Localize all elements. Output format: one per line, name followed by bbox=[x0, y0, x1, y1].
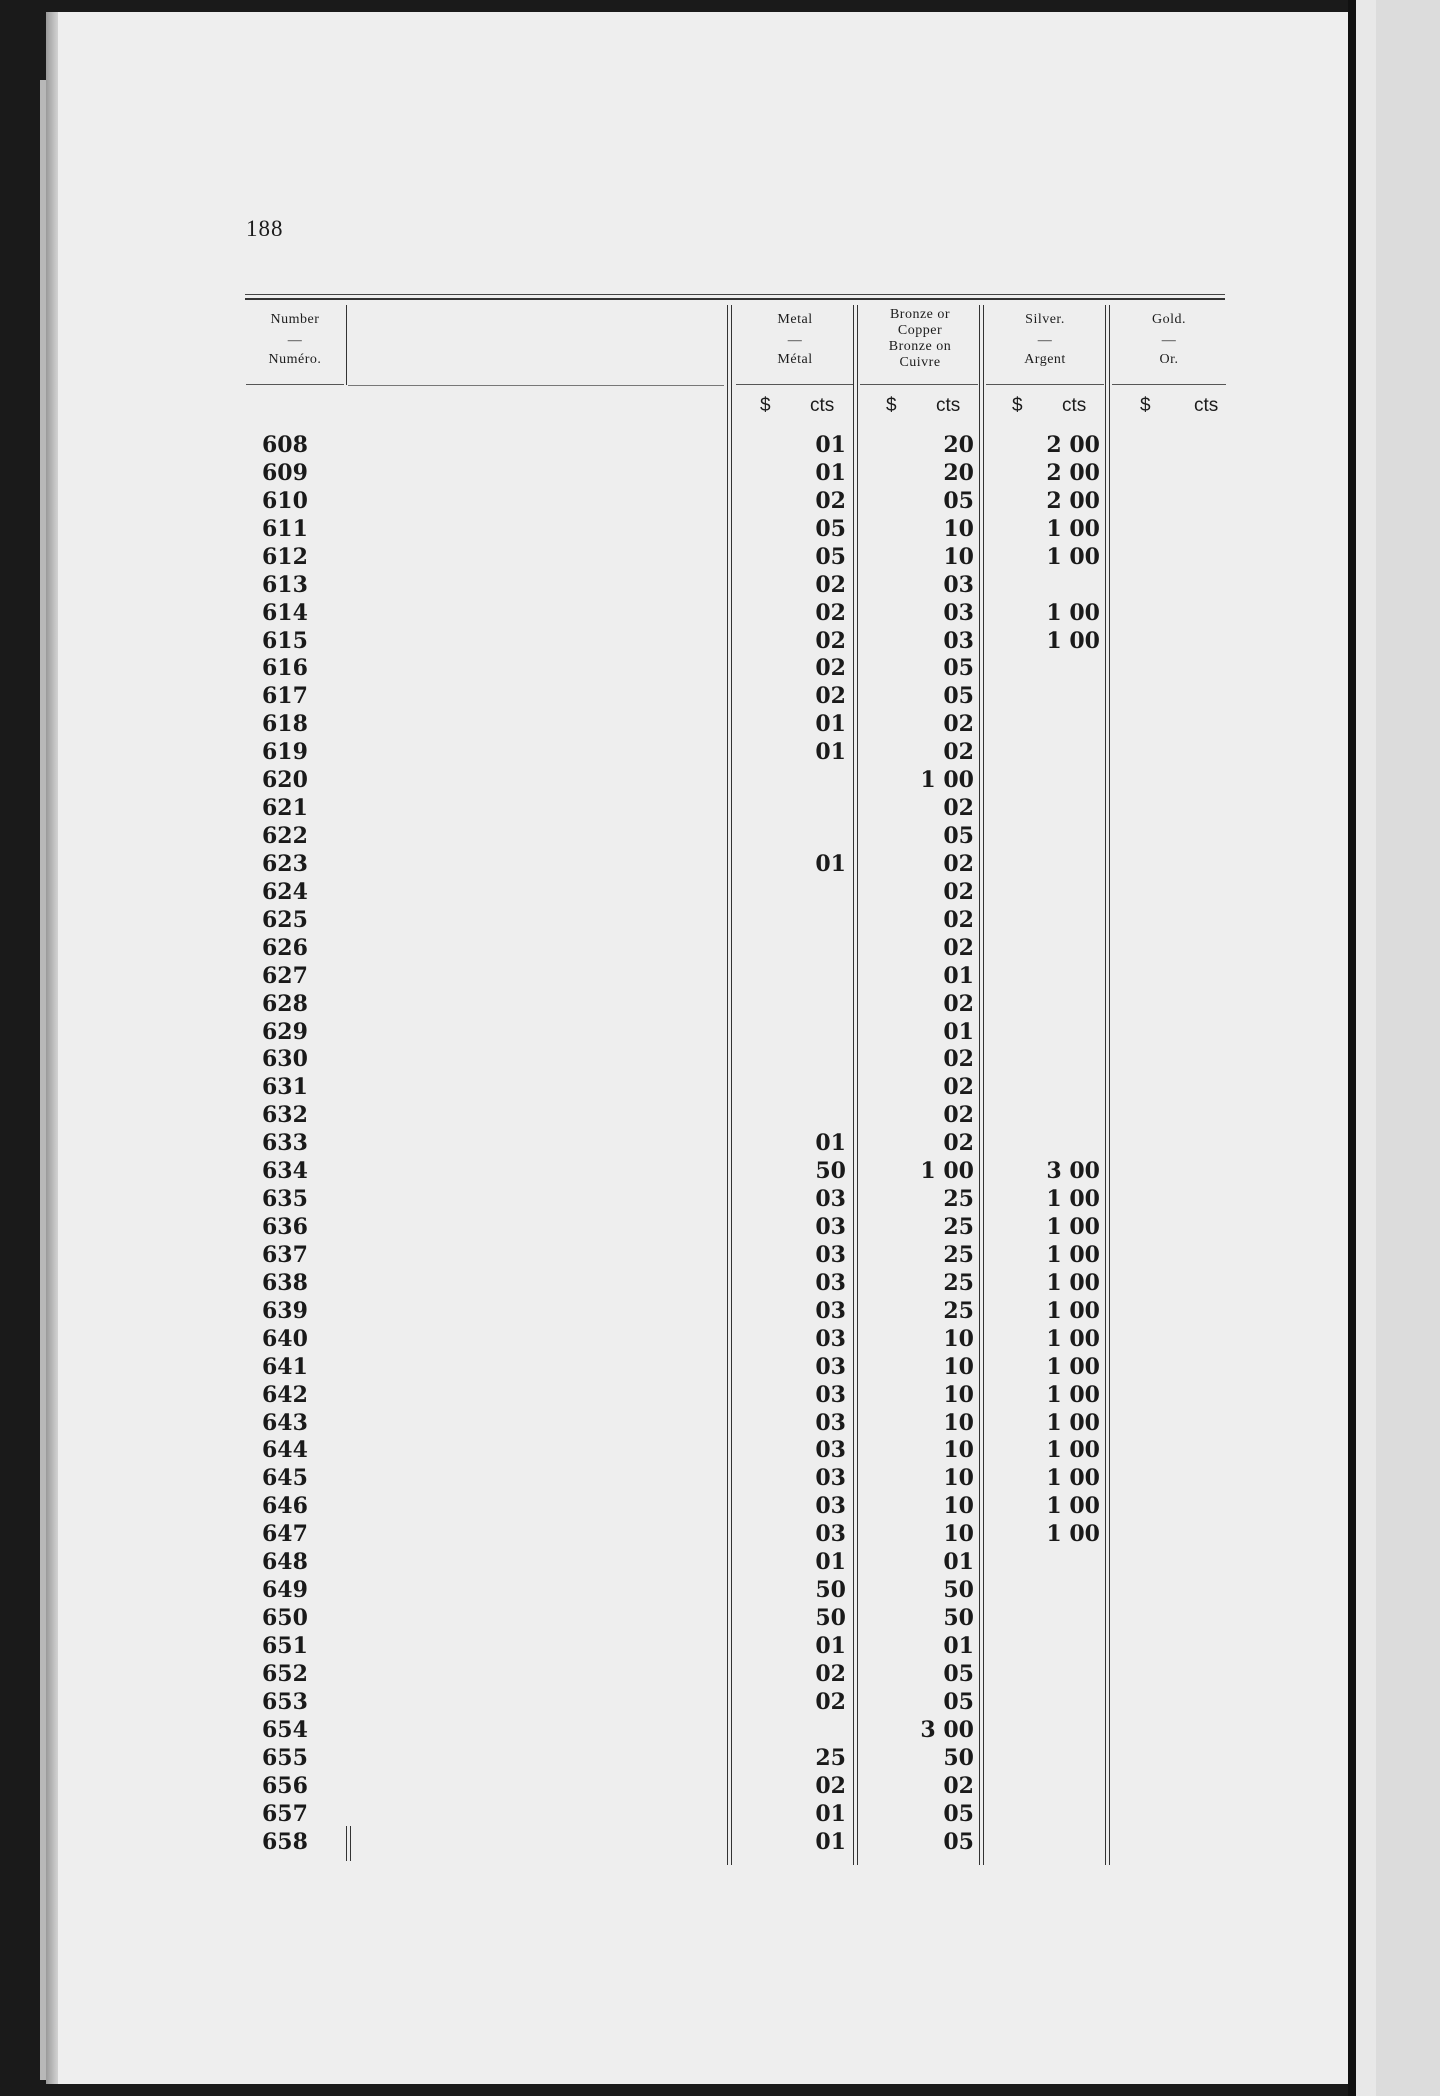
cell-bronze: 20 bbox=[943, 459, 974, 486]
table-row bbox=[0, 1604, 1440, 1632]
cell-bronze: 05 bbox=[943, 1800, 974, 1827]
cell-metal: 02 bbox=[815, 571, 846, 598]
cell-silver: 1 00 bbox=[1046, 1325, 1100, 1352]
header-number-dash: — bbox=[287, 333, 303, 348]
table-row bbox=[0, 822, 1440, 850]
cell-num: 642 bbox=[262, 1381, 308, 1408]
cell-num: 623 bbox=[262, 850, 308, 877]
cell-bronze: 05 bbox=[943, 655, 974, 682]
cell-bronze: 05 bbox=[943, 823, 974, 850]
table-row bbox=[0, 1800, 1440, 1828]
table-row bbox=[0, 1241, 1440, 1269]
cell-num: 613 bbox=[262, 571, 308, 598]
table-row bbox=[0, 1269, 1440, 1297]
cell-bronze: 02 bbox=[943, 990, 974, 1017]
table-row bbox=[0, 1129, 1440, 1157]
cell-silver: 2 00 bbox=[1046, 487, 1100, 514]
cell-metal: 01 bbox=[815, 1632, 846, 1659]
header-bronze-line1: Bronze or bbox=[889, 307, 951, 322]
table-row bbox=[0, 654, 1440, 682]
header-metal bbox=[740, 312, 850, 368]
cell-num: 643 bbox=[262, 1409, 308, 1436]
cell-bronze: 05 bbox=[943, 1660, 974, 1687]
cell-metal: 03 bbox=[815, 1214, 846, 1241]
table-row bbox=[0, 1381, 1440, 1409]
cell-silver: 3 00 bbox=[1046, 1158, 1100, 1185]
cell-num: 646 bbox=[262, 1493, 308, 1520]
cell-metal: 03 bbox=[815, 1353, 846, 1380]
header-underline-silver bbox=[986, 384, 1104, 385]
cell-num: 656 bbox=[262, 1772, 308, 1799]
cell-num: 630 bbox=[262, 1046, 308, 1073]
table-row bbox=[0, 1828, 1440, 1856]
cell-num: 635 bbox=[262, 1186, 308, 1213]
cell-metal: 01 bbox=[815, 432, 846, 458]
cell-bronze: 02 bbox=[943, 934, 974, 961]
cell-num: 634 bbox=[262, 1158, 308, 1185]
cell-num: 650 bbox=[262, 1605, 308, 1632]
cell-metal: 01 bbox=[815, 850, 846, 877]
unit-bronze-cts: cts bbox=[936, 395, 961, 416]
cell-num: 636 bbox=[262, 1214, 308, 1241]
cell-num: 645 bbox=[262, 1465, 308, 1492]
cell-bronze: 02 bbox=[943, 906, 974, 933]
cell-num: 637 bbox=[262, 1241, 308, 1268]
cell-metal: 01 bbox=[815, 459, 846, 486]
cell-metal: 03 bbox=[815, 1493, 846, 1520]
cell-silver: 1 00 bbox=[1046, 599, 1100, 626]
cell-num: 638 bbox=[262, 1269, 308, 1296]
header-metal-dash: — bbox=[787, 333, 803, 348]
cell-num: 652 bbox=[262, 1660, 308, 1687]
header-gold-en: Gold. bbox=[1152, 312, 1186, 327]
cell-bronze: 03 bbox=[943, 571, 974, 598]
cell-metal: 03 bbox=[815, 1521, 846, 1548]
table-row bbox=[0, 1353, 1440, 1381]
table-row bbox=[0, 710, 1440, 738]
cell-silver: 1 00 bbox=[1046, 1353, 1100, 1380]
unit-silver-cts: cts bbox=[1062, 395, 1087, 416]
cell-num: 654 bbox=[262, 1716, 308, 1743]
table-row bbox=[0, 1185, 1440, 1213]
cell-silver: 1 00 bbox=[1046, 515, 1100, 542]
cell-metal: 01 bbox=[815, 1130, 846, 1157]
cell-metal: 02 bbox=[815, 1688, 846, 1715]
table-row bbox=[0, 1325, 1440, 1353]
header-gold bbox=[1114, 312, 1224, 368]
cell-num: 617 bbox=[262, 683, 308, 710]
unit-gold-cts: cts bbox=[1194, 395, 1219, 416]
cell-num: 632 bbox=[262, 1102, 308, 1129]
cell-bronze: 10 bbox=[943, 543, 974, 570]
cell-bronze: 10 bbox=[943, 1521, 974, 1548]
table-row bbox=[0, 1464, 1440, 1492]
table-row bbox=[0, 1772, 1440, 1800]
cell-metal: 05 bbox=[815, 515, 846, 542]
header-number-en: Number bbox=[270, 312, 320, 327]
table-row bbox=[0, 1660, 1440, 1688]
unit-silver-dollar: $ bbox=[1012, 395, 1023, 416]
header-underline-description bbox=[348, 385, 724, 386]
cell-silver: 1 00 bbox=[1046, 1409, 1100, 1436]
unit-bronze-dollar: $ bbox=[886, 395, 897, 416]
cell-bronze: 10 bbox=[943, 1381, 974, 1408]
cell-bronze: 02 bbox=[943, 878, 974, 905]
cell-num: 631 bbox=[262, 1074, 308, 1101]
cell-silver: 1 00 bbox=[1046, 543, 1100, 570]
table-row bbox=[0, 1548, 1440, 1576]
cell-num: 639 bbox=[262, 1297, 308, 1324]
cell-silver: 1 00 bbox=[1046, 1521, 1100, 1548]
cell-bronze: 10 bbox=[943, 1325, 974, 1352]
cell-bronze: 1 00 bbox=[920, 1158, 974, 1185]
cell-silver: 1 00 bbox=[1046, 1241, 1100, 1268]
header-underline-gold bbox=[1112, 384, 1226, 385]
header-gold-dash: — bbox=[1161, 333, 1177, 348]
cell-metal: 50 bbox=[815, 1577, 846, 1604]
table-row bbox=[0, 1073, 1440, 1101]
top-rule bbox=[245, 294, 1225, 295]
cell-num: 616 bbox=[262, 655, 308, 682]
header-underline-number bbox=[246, 384, 344, 385]
cell-num: 653 bbox=[262, 1688, 308, 1715]
column-rule-number bbox=[346, 305, 347, 385]
cell-num: 628 bbox=[262, 990, 308, 1017]
table-row bbox=[0, 1576, 1440, 1604]
cell-metal: 02 bbox=[815, 487, 846, 514]
cell-silver: 1 00 bbox=[1046, 627, 1100, 654]
cell-bronze: 01 bbox=[943, 1018, 974, 1045]
cell-metal: 02 bbox=[815, 1660, 846, 1687]
cell-num: 640 bbox=[262, 1325, 308, 1352]
cell-metal: 01 bbox=[815, 1800, 846, 1827]
cell-bronze: 1 00 bbox=[920, 767, 974, 794]
cell-metal: 05 bbox=[815, 543, 846, 570]
unit-metal-dollar: $ bbox=[760, 395, 771, 416]
cell-silver: 1 00 bbox=[1046, 1493, 1100, 1520]
cell-bronze: 50 bbox=[943, 1605, 974, 1632]
cell-bronze: 02 bbox=[943, 1772, 974, 1799]
table-row bbox=[0, 990, 1440, 1018]
cell-metal: 03 bbox=[815, 1325, 846, 1352]
table-row bbox=[0, 1409, 1440, 1437]
cell-num: 619 bbox=[262, 739, 308, 766]
cell-num: 618 bbox=[262, 711, 308, 738]
cell-bronze: 10 bbox=[943, 1353, 974, 1380]
cell-metal: 01 bbox=[815, 739, 846, 766]
cell-bronze: 02 bbox=[943, 1102, 974, 1129]
header-gold-fr: Or. bbox=[1159, 352, 1179, 367]
cell-metal: 02 bbox=[815, 627, 846, 654]
cell-bronze: 25 bbox=[943, 1186, 974, 1213]
table-row bbox=[0, 1297, 1440, 1325]
table-row bbox=[0, 766, 1440, 794]
table-row bbox=[0, 1520, 1440, 1548]
cell-metal: 02 bbox=[815, 683, 846, 710]
table-row bbox=[0, 459, 1440, 487]
header-bronze-line4: Cuivre bbox=[899, 355, 941, 370]
cell-num: 620 bbox=[262, 767, 308, 794]
cell-metal: 02 bbox=[815, 1772, 846, 1799]
cell-bronze: 10 bbox=[943, 1465, 974, 1492]
cell-silver: 2 00 bbox=[1046, 432, 1100, 458]
cell-bronze: 10 bbox=[943, 1493, 974, 1520]
header-silver-dash: — bbox=[1037, 333, 1053, 348]
table-row bbox=[0, 627, 1440, 655]
table-row bbox=[0, 738, 1440, 766]
cell-silver: 1 00 bbox=[1046, 1437, 1100, 1464]
cell-bronze: 50 bbox=[943, 1577, 974, 1604]
cell-num: 612 bbox=[262, 543, 308, 570]
cell-num: 621 bbox=[262, 795, 308, 822]
table-row bbox=[0, 906, 1440, 934]
cell-bronze: 02 bbox=[943, 1130, 974, 1157]
cell-metal: 02 bbox=[815, 599, 846, 626]
cell-num: 649 bbox=[262, 1577, 308, 1604]
cell-bronze: 02 bbox=[943, 795, 974, 822]
cell-bronze: 02 bbox=[943, 739, 974, 766]
cell-num: 611 bbox=[262, 515, 308, 542]
cell-bronze: 01 bbox=[943, 962, 974, 989]
table-row bbox=[0, 543, 1440, 571]
cell-num: 657 bbox=[262, 1800, 308, 1827]
table-row bbox=[0, 1213, 1440, 1241]
header-silver-en: Silver. bbox=[1025, 312, 1065, 327]
cell-bronze: 05 bbox=[943, 1688, 974, 1715]
cell-bronze: 10 bbox=[943, 1437, 974, 1464]
cell-num: 651 bbox=[262, 1632, 308, 1659]
cell-silver: 1 00 bbox=[1046, 1465, 1100, 1492]
cell-metal: 25 bbox=[815, 1744, 846, 1771]
cell-num: 624 bbox=[262, 878, 308, 905]
cell-bronze: 25 bbox=[943, 1269, 974, 1296]
cell-num: 608 bbox=[262, 432, 308, 458]
cell-bronze: 03 bbox=[943, 627, 974, 654]
cell-num: 633 bbox=[262, 1130, 308, 1157]
cell-num: 614 bbox=[262, 599, 308, 626]
cell-bronze: 05 bbox=[943, 1828, 974, 1855]
cell-num: 655 bbox=[262, 1744, 308, 1771]
cell-bronze: 10 bbox=[943, 515, 974, 542]
table-row bbox=[0, 850, 1440, 878]
cell-num: 610 bbox=[262, 487, 308, 514]
cell-metal: 03 bbox=[815, 1297, 846, 1324]
cell-silver: 1 00 bbox=[1046, 1269, 1100, 1296]
table-row bbox=[0, 571, 1440, 599]
cell-bronze: 50 bbox=[943, 1744, 974, 1771]
cell-metal: 03 bbox=[815, 1241, 846, 1268]
table-row bbox=[0, 1492, 1440, 1520]
table-row bbox=[0, 431, 1440, 459]
header-bronze bbox=[862, 307, 978, 371]
unit-gold-dollar: $ bbox=[1140, 395, 1151, 416]
cell-metal: 03 bbox=[815, 1186, 846, 1213]
cell-num: 629 bbox=[262, 1018, 308, 1045]
header-number-fr: Numéro. bbox=[268, 352, 322, 367]
table-row bbox=[0, 1436, 1440, 1464]
cell-metal: 50 bbox=[815, 1605, 846, 1632]
table-row bbox=[0, 1716, 1440, 1744]
table-row bbox=[0, 1018, 1440, 1046]
cell-bronze: 02 bbox=[943, 711, 974, 738]
table-row bbox=[0, 1157, 1440, 1185]
table-row bbox=[0, 962, 1440, 990]
cell-metal: 50 bbox=[815, 1158, 846, 1185]
table-row bbox=[0, 487, 1440, 515]
header-metal-en: Metal bbox=[777, 312, 813, 327]
table-row bbox=[0, 934, 1440, 962]
cell-bronze: 10 bbox=[943, 1409, 974, 1436]
cell-bronze: 3 00 bbox=[920, 1716, 974, 1743]
cell-silver: 1 00 bbox=[1046, 1214, 1100, 1241]
cell-num: 626 bbox=[262, 934, 308, 961]
cell-silver: 1 00 bbox=[1046, 1297, 1100, 1324]
cell-silver: 2 00 bbox=[1046, 459, 1100, 486]
cell-num: 622 bbox=[262, 823, 308, 850]
cell-bronze: 02 bbox=[943, 1074, 974, 1101]
header-bronze-line3: Bronze on bbox=[888, 339, 952, 354]
cell-bronze: 02 bbox=[943, 850, 974, 877]
page-number: 188 bbox=[246, 216, 284, 241]
cell-metal: 01 bbox=[815, 1828, 846, 1855]
header-number bbox=[250, 312, 340, 368]
cell-metal: 03 bbox=[815, 1409, 846, 1436]
cell-num: 644 bbox=[262, 1437, 308, 1464]
header-bronze-line2: Copper bbox=[897, 323, 943, 338]
top-rule-double bbox=[245, 298, 1225, 300]
header-silver bbox=[988, 312, 1102, 368]
cell-silver: 1 00 bbox=[1046, 1186, 1100, 1213]
cell-bronze: 20 bbox=[943, 432, 974, 458]
table-row bbox=[0, 1632, 1440, 1660]
cell-bronze: 01 bbox=[943, 1549, 974, 1576]
cell-metal: 01 bbox=[815, 1549, 846, 1576]
cell-bronze: 25 bbox=[943, 1241, 974, 1268]
table-row bbox=[0, 794, 1440, 822]
header-underline-bronze bbox=[860, 384, 978, 385]
cell-num: 647 bbox=[262, 1521, 308, 1548]
cell-bronze: 05 bbox=[943, 683, 974, 710]
table-row bbox=[0, 515, 1440, 543]
cell-num: 627 bbox=[262, 962, 308, 989]
header-metal-fr: Métal bbox=[777, 352, 813, 367]
cell-silver: 1 00 bbox=[1046, 1381, 1100, 1408]
cell-bronze: 02 bbox=[943, 1046, 974, 1073]
cell-metal: 03 bbox=[815, 1381, 846, 1408]
unit-metal-cts: cts bbox=[810, 395, 835, 416]
cell-num: 641 bbox=[262, 1353, 308, 1380]
cell-num: 609 bbox=[262, 459, 308, 486]
cell-num: 625 bbox=[262, 906, 308, 933]
header-underline-metal bbox=[736, 384, 854, 385]
cell-bronze: 25 bbox=[943, 1297, 974, 1324]
cell-metal: 03 bbox=[815, 1437, 846, 1464]
cell-metal: 01 bbox=[815, 711, 846, 738]
cell-num: 658 bbox=[262, 1828, 308, 1855]
cell-num: 615 bbox=[262, 627, 308, 654]
cell-bronze: 01 bbox=[943, 1632, 974, 1659]
table-row bbox=[0, 682, 1440, 710]
cell-bronze: 25 bbox=[943, 1214, 974, 1241]
cell-bronze: 03 bbox=[943, 599, 974, 626]
table-row bbox=[0, 1045, 1440, 1073]
table-row bbox=[0, 1101, 1440, 1129]
cell-metal: 03 bbox=[815, 1465, 846, 1492]
header-silver-fr: Argent bbox=[1024, 352, 1066, 367]
cell-bronze: 05 bbox=[943, 487, 974, 514]
cell-metal: 03 bbox=[815, 1269, 846, 1296]
table-row bbox=[0, 878, 1440, 906]
table-row bbox=[0, 599, 1440, 627]
cell-metal: 02 bbox=[815, 655, 846, 682]
table-row bbox=[0, 1744, 1440, 1772]
table-row bbox=[0, 1688, 1440, 1716]
cell-num: 648 bbox=[262, 1549, 308, 1576]
